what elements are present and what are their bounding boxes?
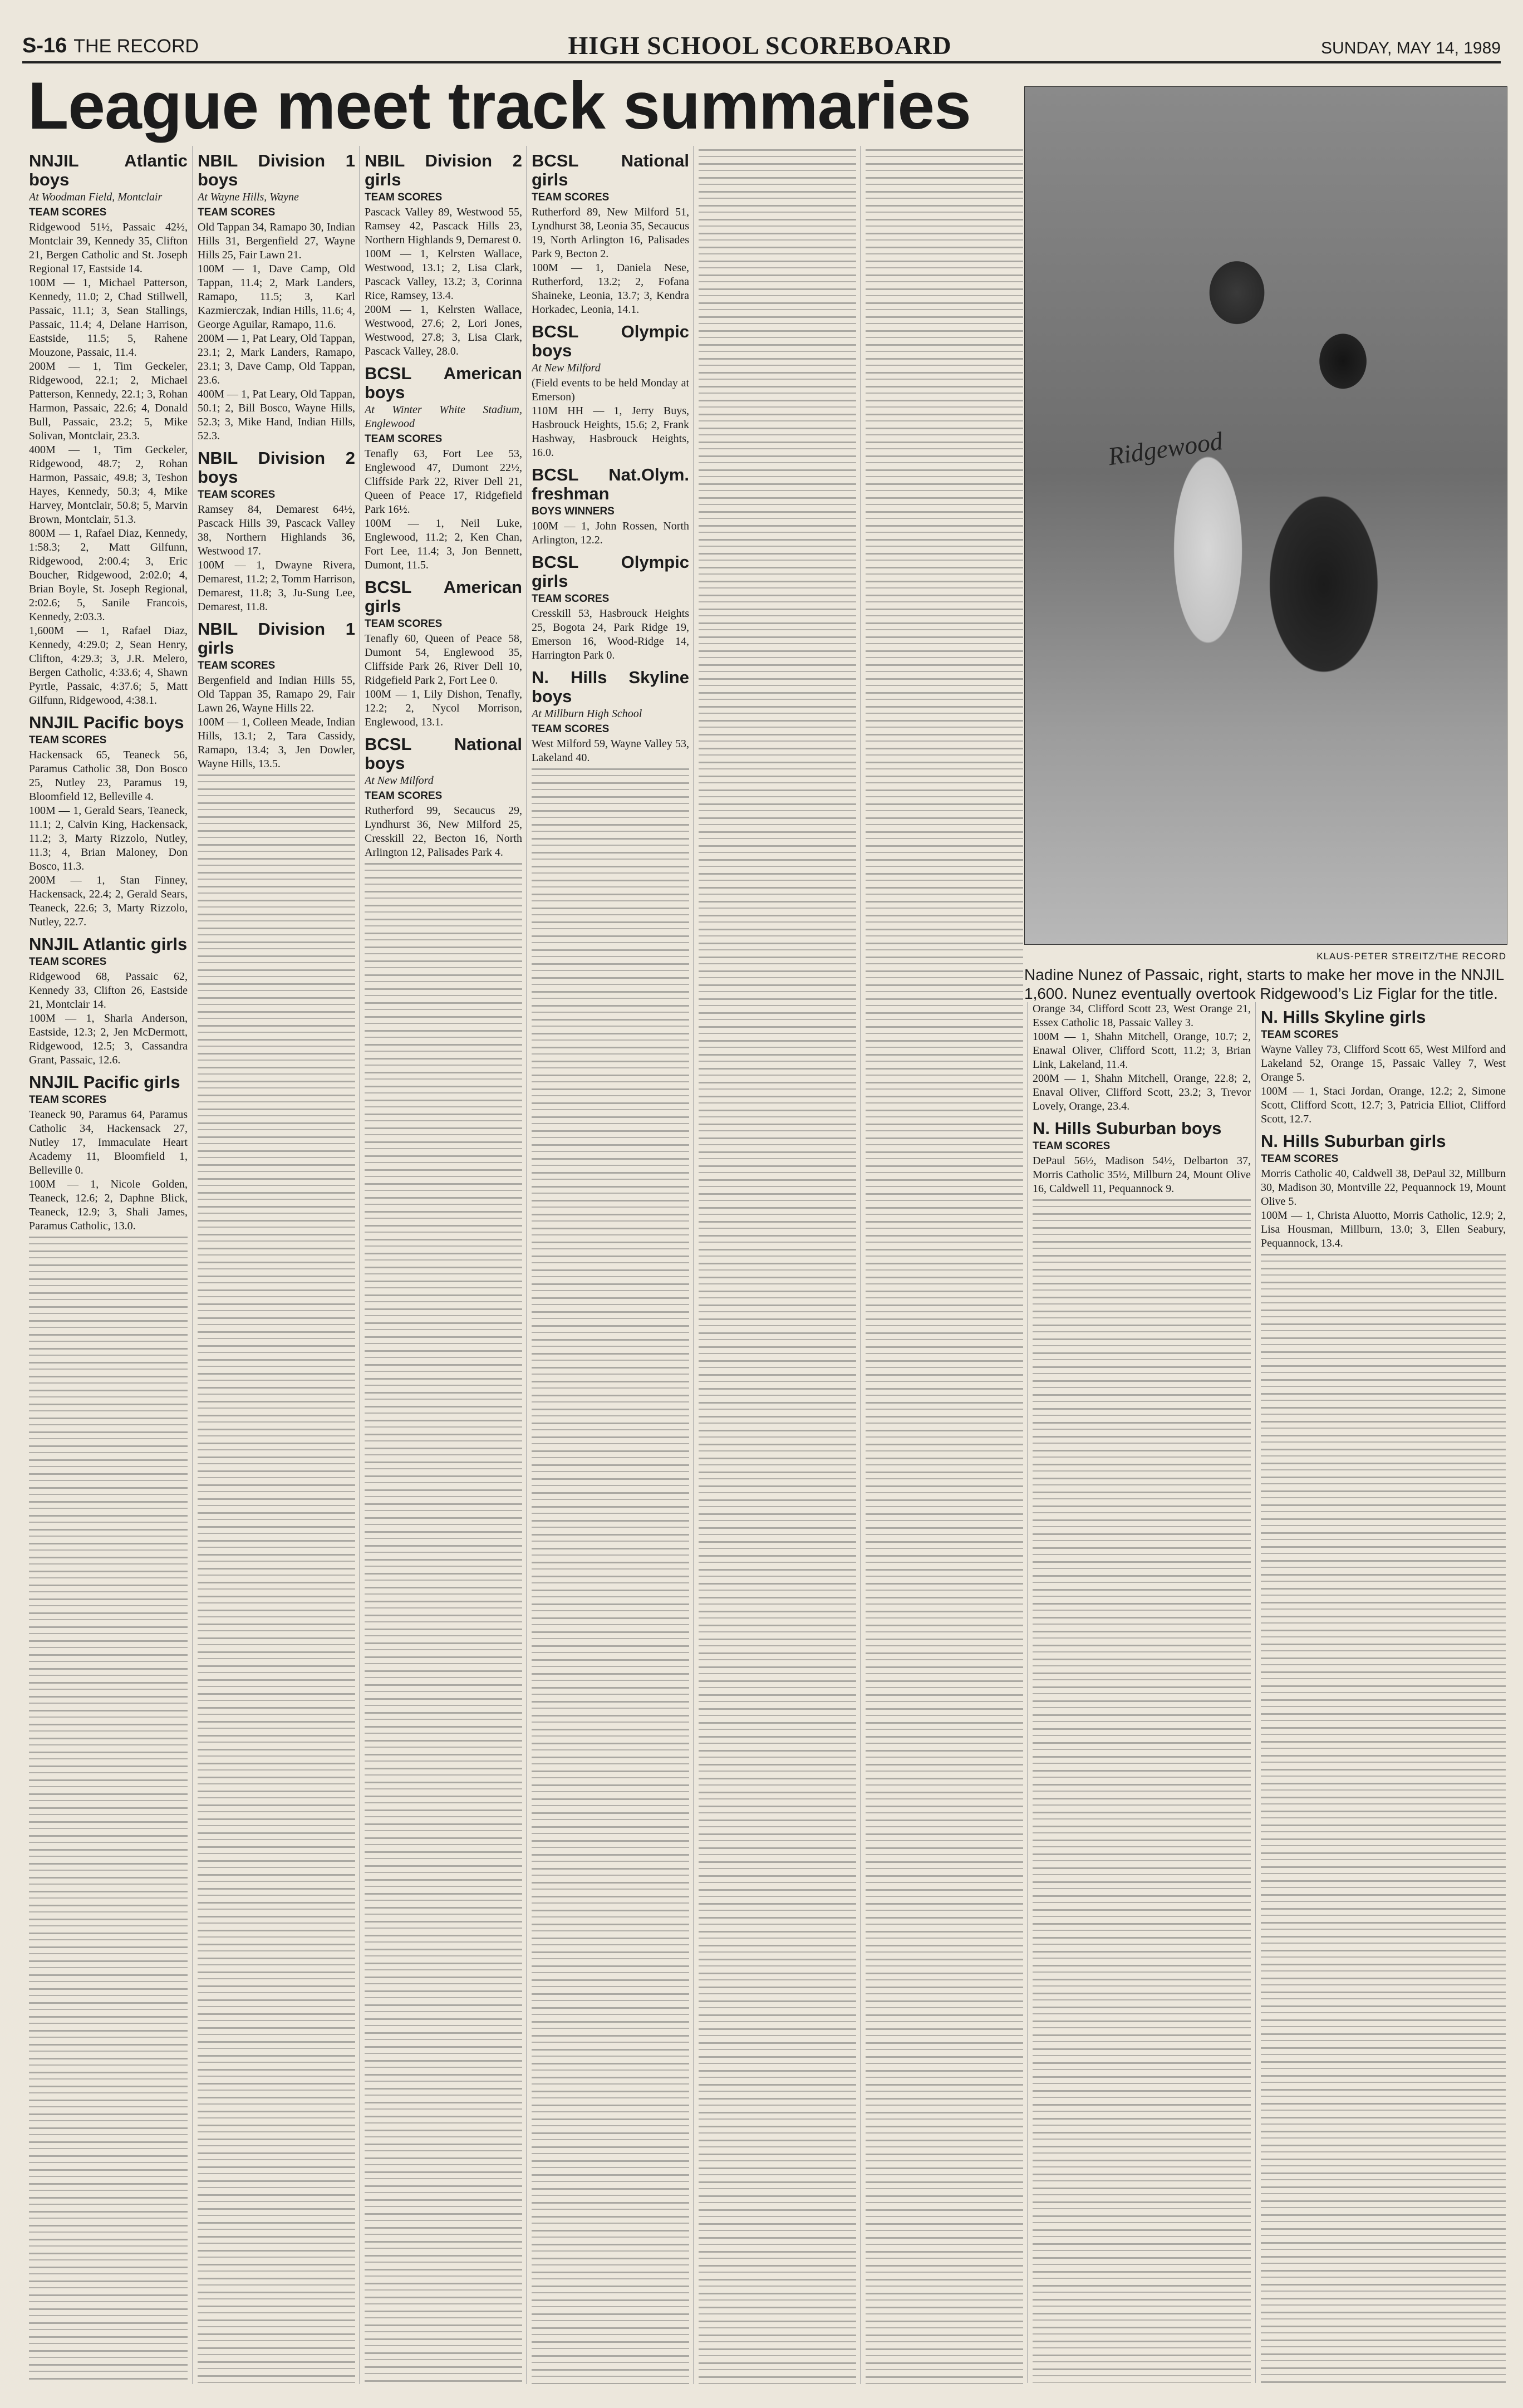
event-result: 200M — 1, Pat Leary, Old Tappan, 23.1; 2, Mark Landers, Ramapo, 23.1; 3, Dave Camp, Old Tappan, 23.6.	[198, 332, 355, 386]
team-scores: Orange 34, Clifford Scott 23, West Orange 21, Essex Catholic 18, Passaic Valley 3.	[1033, 1003, 1251, 1029]
section-subhead: TEAM SCORES	[365, 790, 443, 802]
team-scores: Teaneck 90, Paramus 64, Paramus Catholic 34, Hackensack 27, Nutley 17, Immaculate Heart Academy 11, Bloomfield 1, Belleville 0.	[29, 1109, 188, 1176]
event-result: 100M — 1, Daniela Nese, Rutherford, 13.2; 2, Fofana Shaineke, Leonia, 13.7; 3, Kendra Horkadec, Leonia, 14.1.	[532, 262, 689, 316]
column-rule	[192, 146, 193, 2384]
event-result: 200M — 1, Kelrsten Wallace, Westwood, 27.6; 2, Lori Jones, Westwood, 27.8; 3, Lisa Clark, Pascack Valley, 28.0.	[365, 303, 522, 357]
team-scores: Rutherford 99, Secaucus 29, Lyndhurst 36, New Milford 25, Cresskill 22, Becton 16, North Arlington 12, Palisades Park 4.	[365, 805, 522, 859]
paper-name: THE RECORD	[73, 36, 199, 57]
masthead-left	[22, 34, 199, 61]
team-scores: DePaul 56½, Madison 54½, Delbarton 37, Morris Catholic 35½, Millburn 24, Mount Olive 16, Caldwell 11, Pequannock 9.	[1033, 1155, 1251, 1195]
team-scores: Morris Catholic 40, Caldwell 38, DePaul 32, Millburn 30, Madison 30, Montville 22, Pequannock 19, Mount Olive 5.	[1261, 1168, 1506, 1208]
section-subhead: TEAM SCORES	[29, 207, 107, 218]
column-rule	[693, 146, 694, 2384]
team-scores: Tenafly 63, Fort Lee 53, Englewood 47, Dumont 22½, Cliffside Park 22, River Dell 21, Queen of Peace 17, Ridgefield Park 16½.	[365, 448, 522, 516]
section-title: NBIL Division 2 girls	[365, 151, 522, 189]
section-subhead: TEAM SCORES	[532, 593, 610, 605]
team-scores: Tenafly 60, Queen of Peace 58, Dumont 54, Englewood 35, Cliffside Park 26, River Dell 10, Ridgefield Park 2, Fort Lee 0.	[365, 632, 522, 686]
section-title: NNJIL Atlantic girls	[29, 934, 188, 954]
section-title: N. Hills Skyline girls	[1261, 1007, 1426, 1027]
results-column	[1261, 1002, 1506, 2383]
section-subhead: TEAM SCORES	[1261, 1029, 1339, 1041]
team-scores: Hackensack 65, Teaneck 56, Paramus Catholic 38, Don Bosco 25, Nutley 23, Paramus 19, Bloomfield 12, Belleville 4.	[29, 749, 188, 803]
event-result: 100M — 1, Dave Camp, Old Tappan, 11.4; 2, Mark Landers, Ramapo, 11.5; 3, Karl Kazmierczak, Indian Hills, 11.6; 4, George Aguilar, Ramapo, 11.6.	[198, 263, 355, 331]
section-title: BCSL Nat.Olym. freshman	[532, 465, 689, 503]
column-rule	[1255, 1002, 1256, 2383]
results-column	[29, 146, 188, 2384]
body-text-continuation	[198, 774, 355, 2384]
event-result: 200M — 1, Stan Finney, Hackensack, 22.4; 2, Gerald Sears, Teaneck, 22.6; 3, Marty Rizzolo, Nutley, 22.7.	[29, 874, 188, 928]
team-scores: West Milford 59, Wayne Valley 53, Lakeland 40.	[532, 738, 689, 764]
section-title: NBIL Division 1 boys	[198, 151, 355, 189]
section-title: N. Hills Skyline boys	[532, 668, 689, 706]
event-result: 100M — 1, Shahn Mitchell, Orange, 10.7; 2, Enawal Oliver, Clifford Scott, 11.2; 3, Brian Link, Lakeland, 11.4.	[1033, 1031, 1251, 1071]
event-result: 100M — 1, Colleen Meade, Indian Hills, 13.1; 2, Tara Cassidy, Ramapo, 13.4; 3, Jen Dowler, Wayne Hills, 13.5.	[198, 716, 355, 770]
team-scores: Pascack Valley 89, Westwood 55, Ramsey 42, Pascack Hills 23, Northern Highlands 9, Demarest 0.	[365, 206, 522, 246]
column-rule	[1027, 1002, 1028, 2383]
event-result: 110M HH — 1, Jerry Buys, Hasbrouck Heights, 15.6; 2, Frank Hashway, Hasbrouck Heights, 16.0.	[532, 405, 689, 459]
team-scores: 100M — 1, John Rossen, North Arlington, 12.2.	[532, 520, 689, 546]
results-column	[198, 146, 355, 2384]
section-subhead: TEAM SCORES	[198, 207, 276, 218]
column-rule	[860, 146, 861, 2384]
section-venue: At Wayne Hills, Wayne	[198, 191, 299, 203]
team-scores: Bergenfield and Indian Hills 55, Old Tappan 35, Ramapo 29, Fair Lawn 26, Wayne Hills 22.	[198, 674, 355, 714]
section-title: N. Hills Suburban girls	[1261, 1131, 1446, 1151]
results-column	[532, 146, 689, 2384]
section-subhead: TEAM SCORES	[532, 192, 610, 203]
team-scores: Old Tappan 34, Ramapo 30, Indian Hills 31, Bergenfield 27, Wayne Hills 25, Fair Lawn 21.	[198, 221, 355, 261]
body-text-continuation	[365, 863, 522, 2384]
section-title: NNJIL Atlantic boys	[29, 151, 188, 189]
masthead	[22, 32, 1501, 63]
team-scores: Ridgewood 51½, Passaic 42½, Montclair 39, Kennedy 35, Clifton 21, Bergen Catholic and St. Joseph Regional 17, Eastside 14.	[29, 221, 188, 275]
team-scores: Cresskill 53, Hasbrouck Heights 25, Bogota 24, Park Ridge 19, Emerson 16, Wood-Ridge 14, Harrington Park 0.	[532, 607, 689, 661]
section-subhead: TEAM SCORES	[365, 618, 443, 630]
event-result: 200M — 1, Tim Geckeler, Ridgewood, 22.1; 2, Michael Patterson, Kennedy, 22.1; 3, Rohan Harmon, Passaic, 22.6; 4, Donald Bull, Passaic, 23.2; 5, Mike Solivan, Montclair, 23.3.	[29, 360, 188, 442]
body-text-continuation	[866, 149, 1023, 2384]
section-subhead: TEAM SCORES	[532, 723, 610, 735]
section-subhead: TEAM SCORES	[1033, 1140, 1111, 1152]
section-subhead: TEAM SCORES	[1261, 1153, 1339, 1165]
column-rule	[359, 146, 360, 2384]
column-rule	[526, 146, 527, 2384]
results-column-continuation	[699, 146, 856, 2384]
photo-credit: KLAUS-PETER STREITZ/THE RECORD	[1316, 951, 1506, 962]
jersey-lettering: Ridgewood	[1106, 426, 1225, 471]
race-photo	[1024, 86, 1507, 945]
section-venue: At Woodman Field, Montclair	[29, 191, 163, 203]
body-text-continuation	[29, 1237, 188, 2384]
photo-caption: Nadine Nunez of Passaic, right, starts to make her move in the NNJIL 1,600. Nunez eventually overtook Ridgewood’s Liz Figlar for the title.	[1024, 966, 1504, 1002]
team-scores: Wayne Valley 73, Clifford Scott 65, West Milford and Lakeland 52, Orange 15, Passaic Valley 7, West Orange 5.	[1261, 1043, 1506, 1083]
section-title: BCSL Olympic girls	[532, 552, 689, 591]
event-result: 100M — 1, Staci Jordan, Orange, 12.2; 2, Simone Scott, Clifford Scott, 12.7; 3, Patricia Elliot, Clifford Scott, 12.7.	[1261, 1085, 1506, 1125]
section-subhead: TEAM SCORES	[29, 734, 107, 746]
results-column	[1033, 1002, 1251, 2383]
body-text-continuation	[699, 149, 856, 2384]
section-title: N. Hills Suburban boys	[1033, 1119, 1222, 1138]
event-result: 100M — 1, Sharla Anderson, Eastside, 12.3; 2, Jen McDermott, Ridgewood, 12.5; 3, Cassandra Grant, Passaic, 12.6.	[29, 1012, 188, 1066]
results-column	[365, 146, 522, 2384]
team-scores: Ridgewood 68, Passaic 62, Kennedy 33, Clifton 26, Eastside 21, Montclair 14.	[29, 970, 188, 1011]
page-headline: League meet track summaries	[28, 68, 971, 143]
event-result: 100M — 1, Michael Patterson, Kennedy, 11.0; 2, Chad Stillwell, Passaic, 11.1; 3, Sean Stallings, Passaic, 11.4; 4, Delane Harrison, Eastside, 11.5; 5, Rahene Mouzone, Passaic, 11.4.	[29, 277, 188, 359]
event-result: 100M — 1, Lily Dishon, Tenafly, 12.2; 2, Nycol Morrison, Englewood, 13.1.	[365, 688, 522, 728]
section-venue: At Millburn High School	[532, 708, 642, 720]
section-title: BCSL Olympic boys	[532, 322, 689, 360]
section-title: BCSL American boys	[365, 364, 522, 402]
section-subhead: TEAM SCORES	[365, 192, 443, 203]
page-number: S-16	[22, 34, 67, 57]
event-result: 100M — 1, Kelrsten Wallace, Westwood, 13.1; 2, Lisa Clark, Pascack Valley, 13.2; 3, Corinna Rice, Ramsey, 13.4.	[365, 248, 522, 302]
event-result: 1,600M — 1, Rafael Diaz, Kennedy, 4:29.0; 2, Sean Henry, Clifton, 4:29.3; 3, J.R. Melero, Bergen Catholic, 4:33.6; 4, Shawn Pyrtle, Passaic, 4:37.6; 5, Matt Gilfunn, Ridgewood, 4:38.1.	[29, 625, 188, 707]
body-text-continuation	[532, 768, 689, 2384]
event-result: 800M — 1, Rafael Diaz, Kennedy, 1:58.3; 2, Matt Gilfunn, Ridgewood, 2:00.4; 3, Eric Boucher, Ridgewood, 2:02.0; 4, Brian Boyle, St. Joseph Regional, 2:02.6; 5, Sanile Francois, Kennedy, 2:03.3.	[29, 527, 188, 623]
team-scores: Ramsey 84, Demarest 64½, Pascack Hills 39, Pascack Valley 38, Northern Highlands 36, Westwood 17.	[198, 503, 355, 557]
section-subhead: TEAM SCORES	[365, 433, 443, 445]
section-venue: At New Milford	[365, 774, 434, 787]
section-title: BCSL National boys	[365, 734, 522, 773]
section-title: BCSL National girls	[532, 151, 689, 189]
body-text-continuation	[1033, 1199, 1251, 2383]
team-scores: Rutherford 89, New Milford 51, Lyndhurst 38, Leonia 35, Secaucus 19, North Arlington 16, Palisades Park 9, Becton 2.	[532, 206, 689, 260]
section-title: NBIL Division 2 boys	[198, 448, 355, 487]
event-result: 400M — 1, Tim Geckeler, Ridgewood, 48.7; 2, Rohan Harmon, Passaic, 49.8; 3, Teshon Hayes, Kennedy, 50.3; 4, Mike Harvey, Montclair, 50.8; 5, Marvin Brown, Montclair, 51.3.	[29, 444, 188, 526]
section-title: NNJIL Pacific girls	[29, 1072, 180, 1092]
issue-date: SUNDAY, MAY 14, 1989	[1321, 39, 1501, 57]
event-result: 400M — 1, Pat Leary, Old Tappan, 50.1; 2, Bill Bosco, Wayne Hills, 52.3; 3, Mike Hand, Indian Hills, 52.3.	[198, 388, 355, 442]
section-subhead: BOYS WINNERS	[532, 506, 615, 517]
section-subhead: TEAM SCORES	[198, 489, 276, 501]
section-venue: At New Milford	[532, 362, 601, 374]
event-result: 100M — 1, Neil Luke, Englewood, 11.2; 2, Ken Chan, Fort Lee, 11.4; 3, Jon Bennett, Dumont, 11.5.	[365, 517, 522, 571]
section-title: NNJIL Pacific boys	[29, 713, 184, 732]
body-text-continuation	[1261, 1254, 1506, 2383]
results-column-continuation	[866, 146, 1023, 2384]
section-venue: At Winter White Stadium, Englewood	[365, 404, 522, 430]
section-subhead: TEAM SCORES	[29, 1094, 107, 1106]
event-result: 100M — 1, Christa Aluotto, Morris Catholic, 12.9; 2, Lisa Housman, Millburn, 13.0; 3, Ellen Seabury, Pequannock, 13.4.	[1261, 1209, 1506, 1249]
section-title: NBIL Division 1 girls	[198, 619, 355, 658]
event-result: 100M — 1, Dwayne Rivera, Demarest, 11.2; 2, Tomm Harrison, Demarest, 11.8; 3, Ju-Sung Lee, Demarest, 11.8.	[198, 559, 355, 613]
section-title: BCSL American girls	[365, 577, 522, 616]
team-scores: (Field events to be held Monday at Emerson)	[532, 377, 689, 403]
event-result: 100M — 1, Gerald Sears, Teaneck, 11.1; 2, Calvin King, Hackensack, 11.2; 3, Marty Rizzolo, Nutley, 11.3; 4, Brian Maloney, Don Bosco, 11.3.	[29, 805, 188, 872]
section-title: HIGH SCHOOL SCOREBOARD	[568, 31, 952, 60]
event-result: 100M — 1, Nicole Golden, Teaneck, 12.6; 2, Daphne Blick, Teaneck, 12.9; 3, Shali James, Paramus Catholic, 13.0.	[29, 1178, 188, 1232]
section-subhead: TEAM SCORES	[29, 956, 107, 968]
section-subhead: TEAM SCORES	[198, 660, 276, 671]
event-result: 200M — 1, Shahn Mitchell, Orange, 22.8; 2, Enaval Oliver, Clifford Scott, 23.2; 3, Trevor Lovely, Orange, 23.4.	[1033, 1072, 1251, 1112]
